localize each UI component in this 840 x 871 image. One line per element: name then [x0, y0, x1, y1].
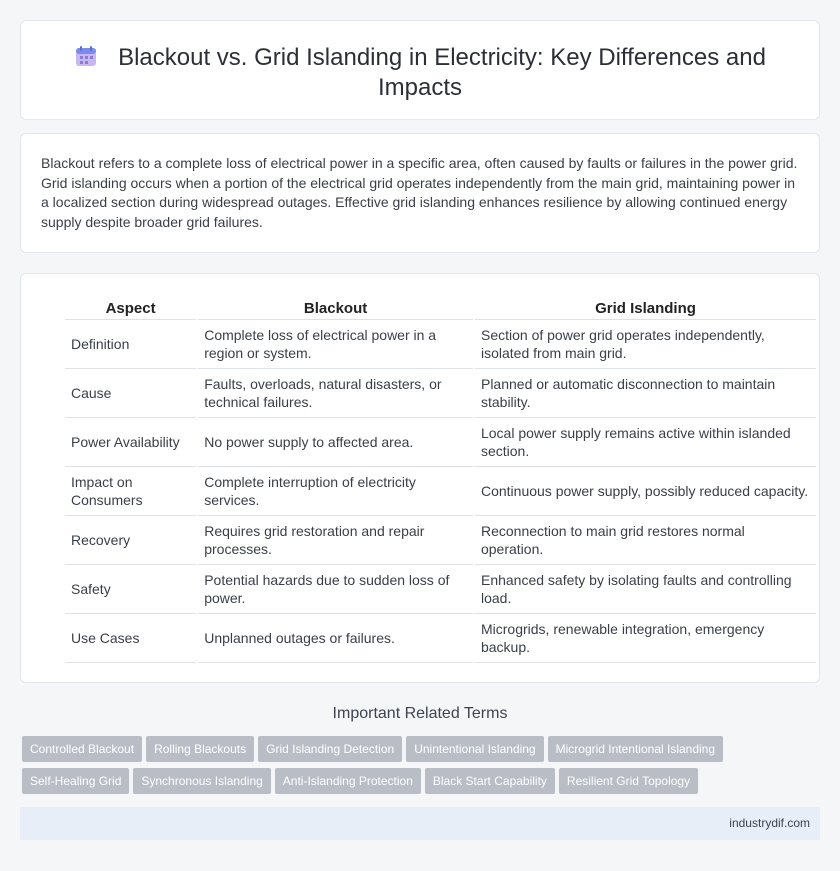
intro-card [20, 133, 820, 253]
blackout-cell: Complete interruption of electricity services. [198, 467, 473, 516]
table-row [65, 467, 816, 516]
islanding-cell: Enhanced safety by isolating faults and controlling load. [475, 565, 816, 614]
islanding-cell: Section of power grid operates independently, isolated from main grid. [475, 320, 816, 369]
related-term-tag[interactable]: Self-Healing Grid [22, 768, 129, 794]
related-term-tag[interactable]: Controlled Blackout [22, 736, 142, 762]
blackout-cell: No power supply to affected area. [198, 418, 473, 467]
islanding-cell: Reconnection to main grid restores normal operation. [475, 516, 816, 565]
header-grid-islanding: Grid Islanding [475, 298, 816, 320]
related-term-tag[interactable]: Synchronous Islanding [133, 768, 270, 794]
related-term-tag[interactable]: Unintentional Islanding [406, 736, 543, 762]
related-term-tag[interactable]: Microgrid Intentional Islanding [548, 736, 723, 762]
aspect-cell: Impact on Consumers [65, 467, 196, 516]
aspect-cell: Cause [65, 369, 196, 418]
table-row [65, 614, 816, 663]
intro-paragraph: Blackout refers to a complete loss of electrical power in a specific area, often caused by faults or failures in the power grid. Grid islanding occurs when a portion of the electrical grid operates independently from the main grid, maintaining power in a localized section during widespread outages. Effective grid islanding enhances resilience by allowing continued energy supply despite broader grid failures. [41, 155, 798, 230]
comparison-table [63, 298, 818, 663]
tag-row [22, 768, 822, 800]
table-row [65, 565, 816, 614]
title-card [20, 20, 820, 120]
blackout-cell: Unplanned outages or failures. [198, 614, 473, 663]
header-blackout: Blackout [198, 298, 473, 320]
blackout-cell: Complete loss of electrical power in a region or system. [198, 320, 473, 369]
table-row [65, 369, 816, 418]
related-term-tag[interactable]: Anti-Islanding Protection [275, 768, 421, 794]
calendar-icon [74, 44, 98, 68]
islanding-cell: Microgrids, renewable integration, emergency backup. [475, 614, 816, 663]
aspect-cell: Use Cases [65, 614, 196, 663]
aspect-cell: Safety [65, 565, 196, 614]
islanding-cell: Continuous power supply, possibly reduced capacity. [475, 467, 816, 516]
page-title-wrap [21, 43, 819, 103]
footer [20, 807, 820, 840]
header-aspect: Aspect [65, 298, 196, 320]
page-title: Blackout vs. Grid Islanding in Electricity: Key Differences and Impacts [118, 44, 766, 101]
related-term-tag[interactable]: Rolling Blackouts [146, 736, 254, 762]
aspect-cell: Power Availability [65, 418, 196, 467]
blackout-cell: Potential hazards due to sudden loss of power. [198, 565, 473, 614]
blackout-cell: Requires grid restoration and repair processes. [198, 516, 473, 565]
comparison-card [20, 273, 820, 683]
related-term-tag[interactable]: Grid Islanding Detection [258, 736, 402, 762]
tag-row [22, 736, 822, 768]
aspect-cell: Definition [65, 320, 196, 369]
islanding-cell: Local power supply remains active within islanded section. [475, 418, 816, 467]
table-row [65, 418, 816, 467]
table-row [65, 516, 816, 565]
aspect-cell: Recovery [65, 516, 196, 565]
table-header-row [65, 298, 816, 320]
islanding-cell: Planned or automatic disconnection to maintain stability. [475, 369, 816, 418]
footer-site-link[interactable]: industrydif.com [729, 816, 810, 830]
table-row [65, 320, 816, 369]
blackout-cell: Faults, overloads, natural disasters, or technical failures. [198, 369, 473, 418]
related-term-tag[interactable]: Resilient Grid Topology [559, 768, 698, 794]
related-terms-list [22, 736, 822, 800]
related-term-tag[interactable]: Black Start Capability [425, 768, 555, 794]
related-terms-heading: Important Related Terms [332, 705, 508, 722]
